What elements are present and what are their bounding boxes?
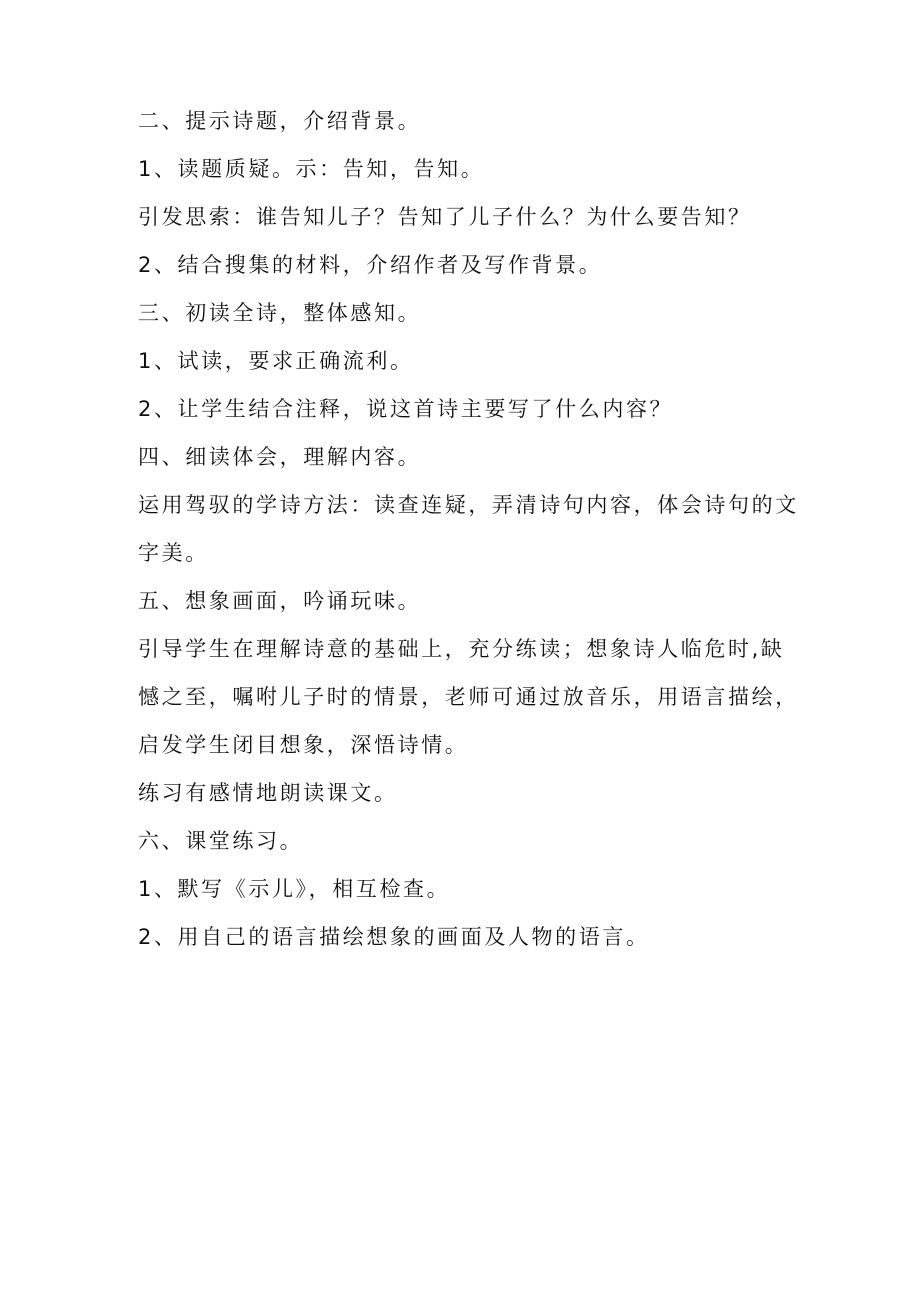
text-line: 2、让学生结合注释，说这首诗主要写了什么内容？	[138, 397, 674, 421]
text-line: 1、读题质疑。示：告知，告知。	[138, 157, 485, 181]
section-heading-5: 五、想象画面，吟诵玩味。	[138, 589, 422, 613]
text-line: 1、默写《示儿》，相互检查。	[138, 877, 451, 901]
text-line: 2、用自己的语言描绘想象的画面及人物的语言。	[138, 925, 650, 949]
text-line: 引发思索：谁告知儿子？告知了儿子什么？为什么要告知？	[138, 205, 752, 229]
text-line: 启发学生闭目想象，深悟诗情。	[138, 733, 469, 757]
text-line: 运用驾驭的学诗方法：读查连疑，弄清诗句内容，体会诗句的文	[138, 493, 799, 517]
text-line: 憾之至，嘱咐儿子时的情景，老师可通过放音乐，用语言描绘，	[138, 685, 799, 709]
section-heading-6: 六、课堂练习。	[138, 829, 304, 853]
text-line: 2、结合搜集的材料，介绍作者及写作背景。	[138, 253, 603, 277]
section-heading-3: 三、初读全诗，整体感知。	[138, 301, 422, 325]
text-line: 练习有感情地朗读课文。	[138, 781, 398, 805]
text-line: 字美。	[138, 541, 209, 565]
section-heading-4: 四、细读体会，理解内容。	[138, 445, 422, 469]
text-line: 引导学生在理解诗意的基础上，充分练读；想象诗人临危时,缺	[138, 637, 785, 661]
text-line: 1、试读，要求正确流利。	[138, 349, 414, 373]
section-heading-2: 二、提示诗题，介绍背景。	[138, 109, 422, 133]
document-body	[138, 97, 798, 961]
